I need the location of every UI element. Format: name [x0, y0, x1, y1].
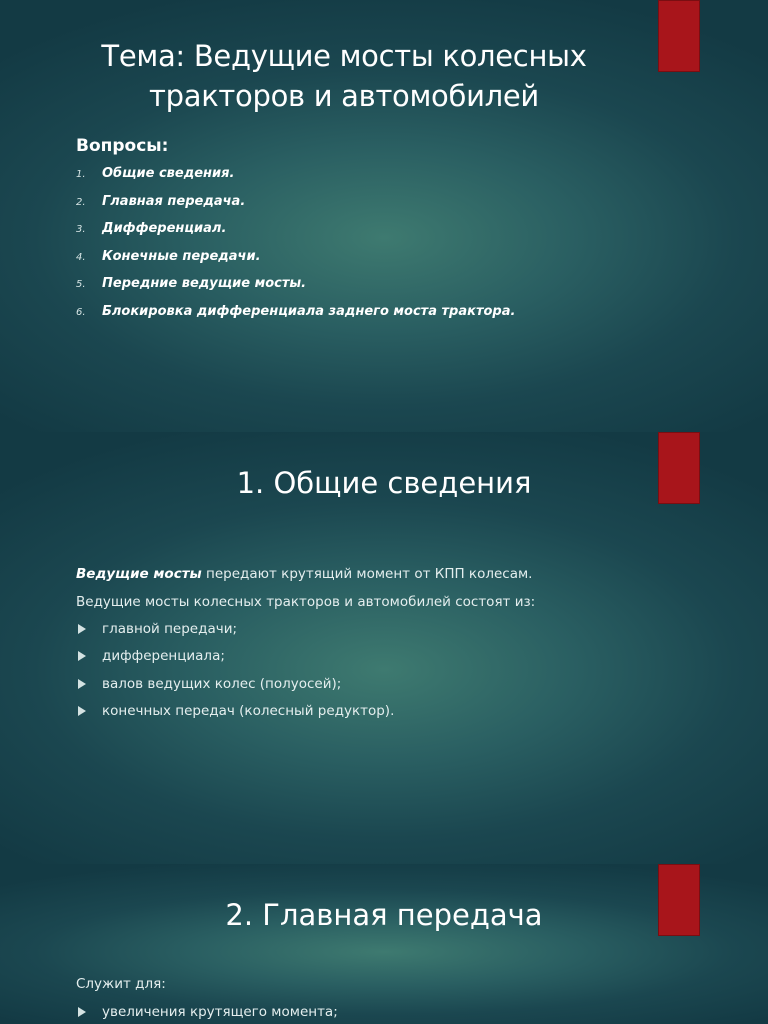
title-line-1: Тема: Ведущие мосты колесных	[101, 39, 587, 73]
list-item	[76, 643, 394, 671]
question-item	[76, 221, 515, 249]
questions-heading: Вопросы:	[76, 136, 169, 156]
composition-line: Ведущие мосты колесных тракторов и автомобилей состоят из:	[76, 594, 536, 610]
slide-2	[0, 432, 768, 864]
slide-title	[40, 36, 648, 116]
purpose-intro: Служит для:	[76, 976, 166, 992]
slide-1	[0, 0, 768, 432]
question-item	[76, 304, 515, 332]
question-item	[76, 276, 515, 304]
list-item-text: конечных передач (колесный редуктор).	[102, 703, 395, 720]
triangle-right-icon	[78, 679, 86, 689]
triangle-right-icon	[78, 1007, 86, 1017]
title-line-2: тракторов и автомобилей	[149, 79, 539, 113]
question-number: 2.	[76, 196, 86, 208]
question-number: 3.	[76, 224, 86, 235]
question-item	[76, 166, 515, 194]
question-number: 6.	[76, 306, 86, 318]
components-list	[76, 615, 394, 725]
question-text: Общие сведения.	[102, 166, 235, 181]
questions-list	[76, 166, 515, 331]
intro-emphasis: Ведущие мосты	[76, 566, 202, 582]
question-number: 1.	[76, 169, 86, 180]
list-item-text: дифференциала;	[102, 648, 225, 665]
purpose-list	[76, 998, 338, 1024]
question-number: 5.	[76, 279, 86, 290]
list-item	[76, 670, 394, 698]
question-text: Блокировка дифференциала заднего моста трактора.	[102, 303, 516, 319]
section-title: 1. Общие сведения	[236, 466, 532, 500]
question-text: Главная передача.	[102, 193, 246, 209]
slide-accent-bar	[658, 0, 700, 72]
triangle-right-icon	[78, 706, 86, 716]
intro-line	[76, 566, 532, 582]
list-item-text: главной передачи;	[102, 620, 238, 637]
list-item-text: валов ведущих колес (полуосей);	[102, 675, 342, 692]
slide-3	[0, 864, 768, 1024]
question-text: Конечные передачи.	[102, 248, 261, 264]
question-number: 4.	[76, 251, 86, 263]
list-item-text: увеличения крутящего момента;	[102, 1003, 338, 1020]
intro-rest: передают крутящий момент от КПП колесам.	[201, 566, 533, 582]
list-item	[76, 615, 394, 643]
question-text: Дифференциал.	[102, 221, 227, 236]
list-item	[76, 998, 338, 1024]
triangle-right-icon	[78, 624, 86, 634]
triangle-right-icon	[78, 651, 86, 661]
question-item	[76, 249, 515, 277]
section-title: 2. Главная передача	[225, 898, 543, 932]
question-text: Передние ведущие мосты.	[102, 276, 307, 291]
list-item	[76, 698, 394, 726]
question-item	[76, 194, 515, 222]
